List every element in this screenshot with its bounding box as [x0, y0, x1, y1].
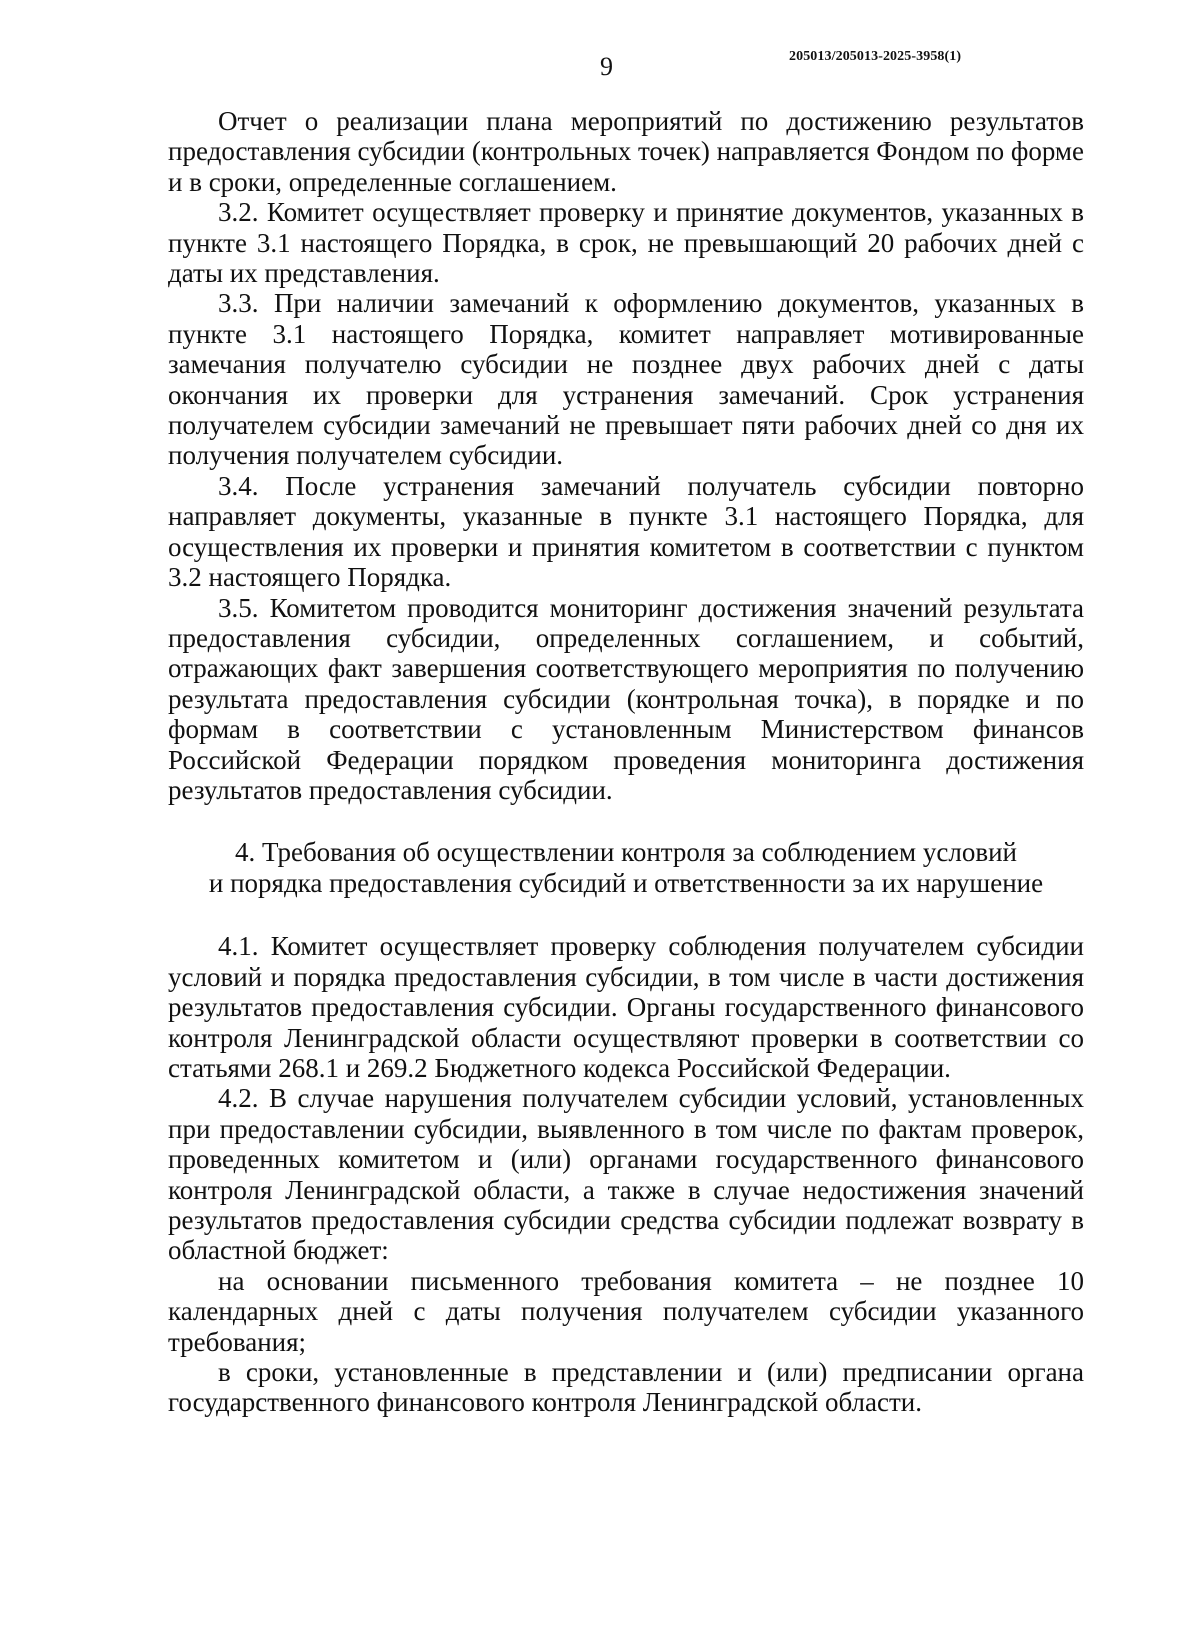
paragraph-4-2-a: на основании письменного требования комитета – не позднее 10 календарных дней с даты получения получателем субсидии указанного требования; [168, 1265, 1084, 1357]
page-number: 9 [600, 52, 613, 81]
document-body [168, 106, 1084, 1418]
paragraph-report: Отчет о реализации плана мероприятий по достижению результатов предоставления субсидии (контрольных точек) направляется Фондом по форме и в сроки, определенные соглашением. [168, 106, 1084, 197]
section-4-title [168, 837, 1084, 899]
paragraph-4-1: 4.1. Комитет осуществляет проверку соблюдения получателем субсидии условий и порядка предоставления субсидии, в том числе в части достижения результатов предоставления субсидии. Органы государственного финансового контроля Ленинградской области осуществляют проверки в соответствии со статьями 268.1 и 269.2 Бюджетного кодекса Российской Федерации. [168, 931, 1084, 1083]
paragraph-3-4: 3.4. После устранения замечаний получатель субсидии повторно направляет документы, указанные в пункте 3.1 настоящего Порядка, для осуществления их проверки и принятия комитетом в соответствии с пунктом 3.2 настоящего Порядка. [168, 470, 1084, 593]
document-id: 205013/205013-2025-3958(1) [789, 49, 962, 64]
paragraph-3-3: 3.3. При наличии замечаний к оформлению документов, указанных в пункте 3.1 настоящего Порядка, комитет направляет мотивированные замечания получателю субсидии не позднее двух рабочих дней с даты окончания их проверки для устранения замечаний. Срок устранения получателем субсидии замечаний не превышает пяти рабочих дней со дня их получения получателем субсидии. [168, 288, 1084, 471]
paragraph-3-2: 3.2. Комитет осуществляет проверку и принятие документов, указанных в пункте 3.1 настоящего Порядка, в срок, не превышающий 20 рабочих дней с даты их представления. [168, 197, 1084, 289]
paragraph-4-2-b: в сроки, установленные в представлении и (или) предписании органа государственного финансового контроля Ленинградской области. [168, 1357, 1084, 1418]
paragraph-3-5: 3.5. Комитетом проводится мониторинг достижения значений результата предоставления субсидии, определенных соглашением, и событий, отражающих факт завершения соответствующего мероприятия по получению результата предоставления субсидии (контрольная точка), в порядке и по формам в соответствии с установленным Министерством финансов Российской Федерации порядком проведения мониторинга достижения результатов предоставления субсидии. [168, 592, 1084, 805]
section-4-title-line-1: 4. Требования об осуществлении контроля за соблюдением условий [235, 837, 1017, 868]
paragraph-4-2: 4.2. В случае нарушения получателем субсидии условий, установленных при предоставлении субсидии, выявленного в том числе по фактам проверок, проведенных комитетом и (или) органами государственного финансового контроля Ленинградской области, а также в случае недостижения значений результатов предоставления субсидии средства субсидии подлежат возврату в областной бюджет: [168, 1083, 1084, 1266]
section-4-title-line-2: и порядка предоставления субсидий и ответственности за их нарушение [208, 868, 1044, 899]
